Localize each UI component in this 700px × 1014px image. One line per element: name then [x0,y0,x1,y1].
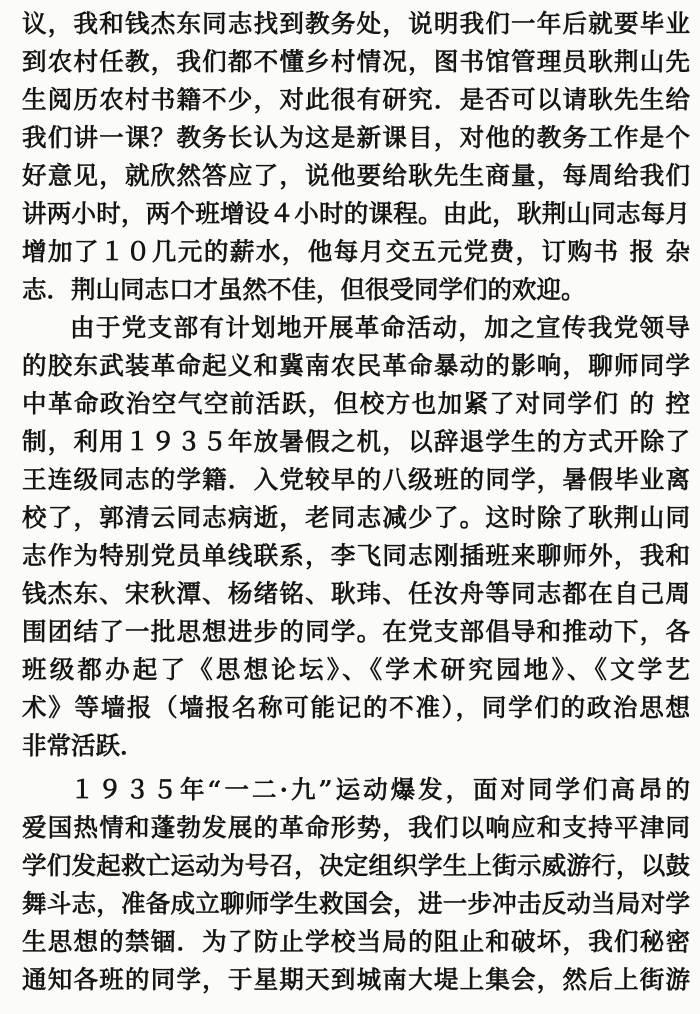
paragraph-end-line: 非常活跃． [22,731,145,760]
text-line: 志作为特别党员单线联系，李飞同志刚插班来聊师外，我和 [22,541,690,570]
text-line: 增加了１０几元的薪水，他每月交五元党费，订购书 报 杂 [22,237,690,266]
text-line: 围团结了一批思想进步的同学。在党支部倡导和推动下，各 [22,617,690,646]
text-line: 爱国热情和蓬勃发展的革命形势，我们以响应和支持平津同 [22,813,690,842]
text-line: 我们讲一课？教务长认为这是新课目，对他的教务工作是个 [22,123,690,152]
paragraph-first-line: １９３５年“一二·九”运动爆发，面对同学们高昂的 [70,775,690,804]
text-line: 中革命政治空气空前活跃，但校方也加紧了对同学们 的 控 [22,389,690,418]
paragraph-end-line: 志．荆山同志口才虽然不佳，但很受同学们的欢迎。 [22,275,586,304]
text-line: 生思想的禁锢．为了防止学校当局的阻止和破坏，我们秘密 [22,927,690,956]
text-line: 钱杰东、宋秋潭、杨绪铭、耿玮、任汝舟等同志都在自己周 [22,579,690,608]
text-line: 校了，郭清云同志病逝，老同志减少了。这时除了耿荆山同 [22,503,690,532]
paragraph-first-line: 由于党支部有计划地开展革命活动，加之宣传我党领导 [70,313,690,342]
text-line: 的胶东武装革命起义和冀南农民革命暴动的影响，聊师同学 [22,351,690,380]
text-line: 讲两小时，两个班增设４小时的课程。由此，耿荆山同志每月 [22,199,690,228]
text-line: 通知各班的同学，于星期天到城南大堤上集会，然后上街游 [22,965,690,994]
text-line: 术》等墙报（墙报名称可能记的不准），同学们的政治思想 [22,693,690,722]
text-line: 班级都办起了《思想论坛》、《学术研究园地》、《文学艺 [22,655,690,684]
text-line: 生阅历农村书籍不少，对此很有研究．是否可以请耿先生给 [22,85,690,114]
text-line: 制，利用１９３５年放暑假之机，以辞退学生的方式开除了 [22,427,690,456]
text-line: 学们发起救亡运动为号召，决定组织学生上街示威游行，以鼓 [22,851,690,880]
text-line: 到农村任教，我们都不懂乡村情况，图书馆管理员耿荆山先 [22,47,690,76]
text-line: 王连级同志的学籍．入党较早的八级班的同学，暑假毕业离 [22,465,690,494]
text-line: 议，我和钱杰东同志找到教务处，说明我们一年后就要毕业 [22,9,690,38]
text-line: 舞斗志，准备成立聊师学生救国会，进一步冲击反动当局对学 [22,889,690,918]
text-line: 好意见，就欣然答应了，说他要给耿先生商量，每周给我们 [22,161,690,190]
